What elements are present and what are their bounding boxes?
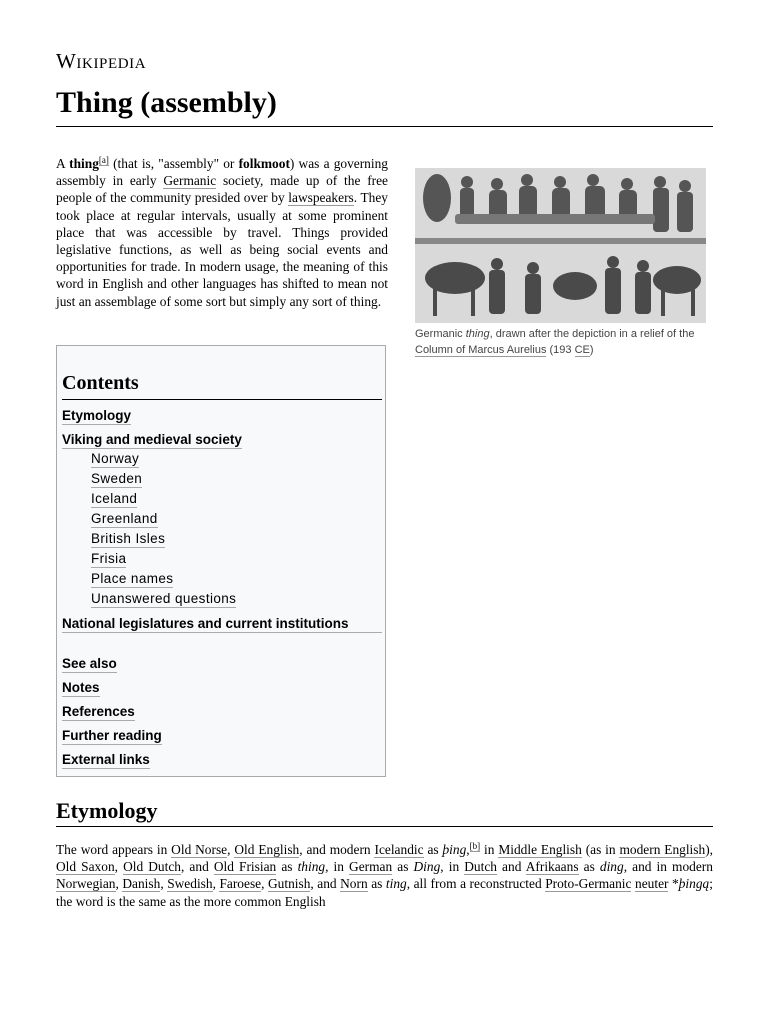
link-neuter[interactable]: neuter	[635, 876, 669, 892]
toc-title: Contents	[62, 372, 139, 394]
section-heading-etymology: Etymology	[56, 798, 158, 823]
link-german[interactable]: German	[349, 859, 393, 875]
footnote-a-link[interactable]: [a]	[98, 154, 109, 165]
toc-item-further-reading[interactable]: Further reading	[62, 728, 162, 743]
title-divider	[56, 126, 713, 127]
footnote-b-link[interactable]: [b]	[469, 840, 481, 851]
toc-item-norway[interactable]: Norway	[91, 451, 140, 466]
toc-item-unanswered-questions[interactable]: Unanswered questions	[91, 591, 237, 606]
toc-item-british-isles[interactable]: British Isles	[91, 531, 166, 546]
toc-item-iceland[interactable]: Iceland	[91, 491, 138, 506]
link-faroese[interactable]: Faroese	[219, 876, 262, 892]
thing-relief-figure	[415, 168, 706, 358]
term-folkmoot: folkmoot	[238, 156, 290, 171]
toc-item-external-links[interactable]: External links	[62, 752, 150, 767]
relief-image[interactable]	[415, 168, 706, 323]
link-norn[interactable]: Norn	[340, 876, 368, 892]
etymology-divider	[56, 826, 713, 827]
toc-item-notes[interactable]: Notes	[62, 680, 100, 695]
toc-item-etymology[interactable]: Etymology	[62, 408, 132, 423]
toc-item-references[interactable]: References	[62, 704, 135, 719]
link-swedish[interactable]: Swedish	[167, 876, 213, 892]
toc-item-place-names[interactable]: Place names	[91, 571, 174, 586]
toc-divider	[62, 399, 382, 400]
etymology-paragraph: The word appears in Old Norse, Old English, and modern Icelandic as þing,[b] in Middle English (as in modern English), Old Saxon, Old Dutch, and Old Frisian as thing, in German as Ding, in Dutch and Afrikaans as ding, and in modern Norwegian, Danish, Swedish, Faroese, Gutnish, and Norn as ting, all from a reconstructed Proto-Germanic neuter *þingą; the word is the same as the more common English	[56, 840, 713, 909]
page-title: Thing (assembly)	[56, 86, 277, 119]
toc-item-greenland[interactable]: Greenland	[91, 511, 158, 526]
link-middle-english[interactable]: Middle English	[498, 842, 582, 857]
link-danish[interactable]: Danish	[122, 876, 161, 892]
toc-item-national-legislatures[interactable]: National legislatures and current institutions	[62, 616, 382, 633]
link-old-english[interactable]: Old English	[234, 842, 300, 857]
figure-caption: Germanic thing, drawn after the depiction in a relief of the Column of Marcus Aurelius (193 CE)	[415, 328, 695, 356]
link-lawspeakers[interactable]: lawspeakers	[288, 190, 354, 206]
link-old-norse[interactable]: Old Norse	[171, 842, 228, 857]
term-thing: thing	[69, 156, 99, 171]
link-gutnish[interactable]: Gutnish	[267, 876, 311, 892]
link-column-marcus-aurelius[interactable]: Column of Marcus Aurelius	[415, 344, 547, 356]
toc-item-viking-medieval-society[interactable]: Viking and medieval society	[62, 432, 242, 447]
link-icelandic[interactable]: Icelandic	[374, 842, 424, 857]
toc-item-see-also[interactable]: See also	[62, 656, 117, 671]
link-proto-germanic[interactable]: Proto-Germanic	[545, 876, 632, 892]
link-dutch[interactable]: Dutch	[464, 859, 497, 875]
link-old-dutch[interactable]: Old Dutch	[123, 859, 181, 875]
link-norwegian[interactable]: Norwegian	[56, 876, 116, 892]
link-ce[interactable]: CE	[574, 344, 590, 356]
link-afrikaans[interactable]: Afrikaans	[525, 859, 579, 875]
link-old-frisian[interactable]: Old Frisian	[213, 859, 277, 875]
intro-paragraph: A thing[a] (that is, "assembly" or folkmoot) was a governing assembly in early Germanic society, made up of the free people of the community presided over by lawspeakers. They took place at regular intervals, usually at some prominent place that was accessible by travel. Things provided legislative functions, as well as being social events and opportunities for trade. In modern usage, the meaning of this word in English and other languages has shifted to mean not just an assemblage of some sort but simply any sort of thing.	[56, 154, 389, 309]
link-old-saxon[interactable]: Old Saxon	[56, 859, 115, 875]
link-modern-english[interactable]: modern English	[619, 842, 706, 857]
toc-item-sweden[interactable]: Sweden	[91, 471, 143, 486]
link-germanic[interactable]: Germanic	[163, 173, 217, 189]
toc-item-frisia[interactable]: Frisia	[91, 551, 127, 566]
wikipedia-logo[interactable]: Wikipedia	[56, 49, 147, 73]
table-of-contents	[56, 345, 386, 777]
